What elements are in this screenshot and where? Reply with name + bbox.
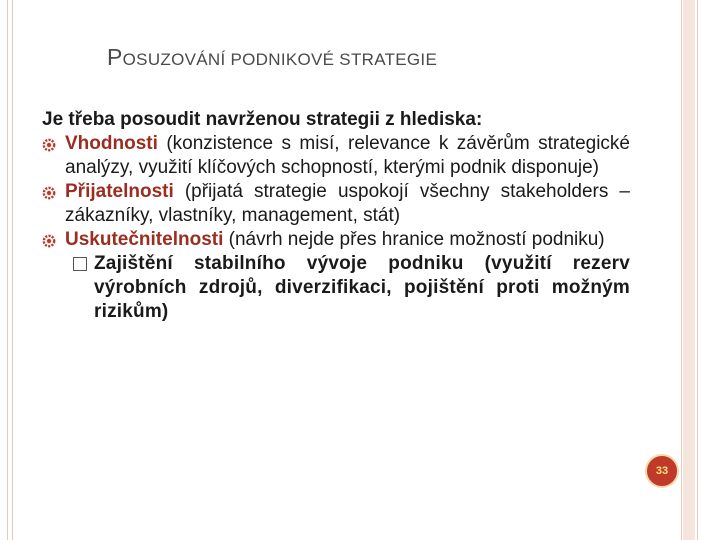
gear-bullet-icon	[42, 186, 56, 200]
sub-bullet-text: Zajištění stabilního vývoje podniku (využití rezerv výrobních zdrojů, diverzifikaci, pojištění proti možným rizikům)	[94, 253, 630, 322]
term-description: (návrh nejde přes hranice možností podniku)	[223, 229, 605, 250]
sub-bullet-item	[73, 252, 630, 324]
term-label: Vhodnosti	[65, 133, 158, 154]
term-label: Uskutečnitelnosti	[65, 229, 224, 250]
slide-title-initial: P	[107, 44, 123, 70]
bullet-item-vhodnosti	[42, 132, 630, 180]
right-border-line-outer	[697, 0, 698, 540]
left-border-line-inner	[12, 0, 13, 540]
lead-text: Je třeba posoudit navrženou strategii z hlediska:	[42, 109, 483, 130]
left-border-line	[7, 0, 8, 540]
bullet-item-prijatelnosti	[42, 180, 630, 228]
slide-title-rest: OSUZOVÁNÍ PODNIKOVÉ STRATEGIE	[122, 50, 438, 69]
checkbox-bullet-icon	[73, 257, 87, 271]
term-description: (konzistence s misí, relevance k závěrům strategické analýzy, využití klíčových schopností, kterými podnik disponuje)	[65, 133, 630, 178]
term-label: Přijatelnosti	[65, 181, 174, 202]
slide-title	[107, 44, 437, 71]
page-number: 33	[655, 465, 669, 477]
right-border-band	[683, 0, 695, 540]
gear-bullet-icon	[42, 138, 56, 152]
slide-body	[42, 108, 630, 324]
bullet-item-uskutecnitelnosti	[42, 228, 630, 252]
right-border-line	[681, 0, 682, 540]
term-description: (přijatá strategie uspokojí všechny stakeholders – zákazníky, vlastníky, management, stát)	[65, 181, 630, 226]
page-number-badge	[645, 454, 679, 488]
gear-bullet-icon	[42, 234, 56, 248]
